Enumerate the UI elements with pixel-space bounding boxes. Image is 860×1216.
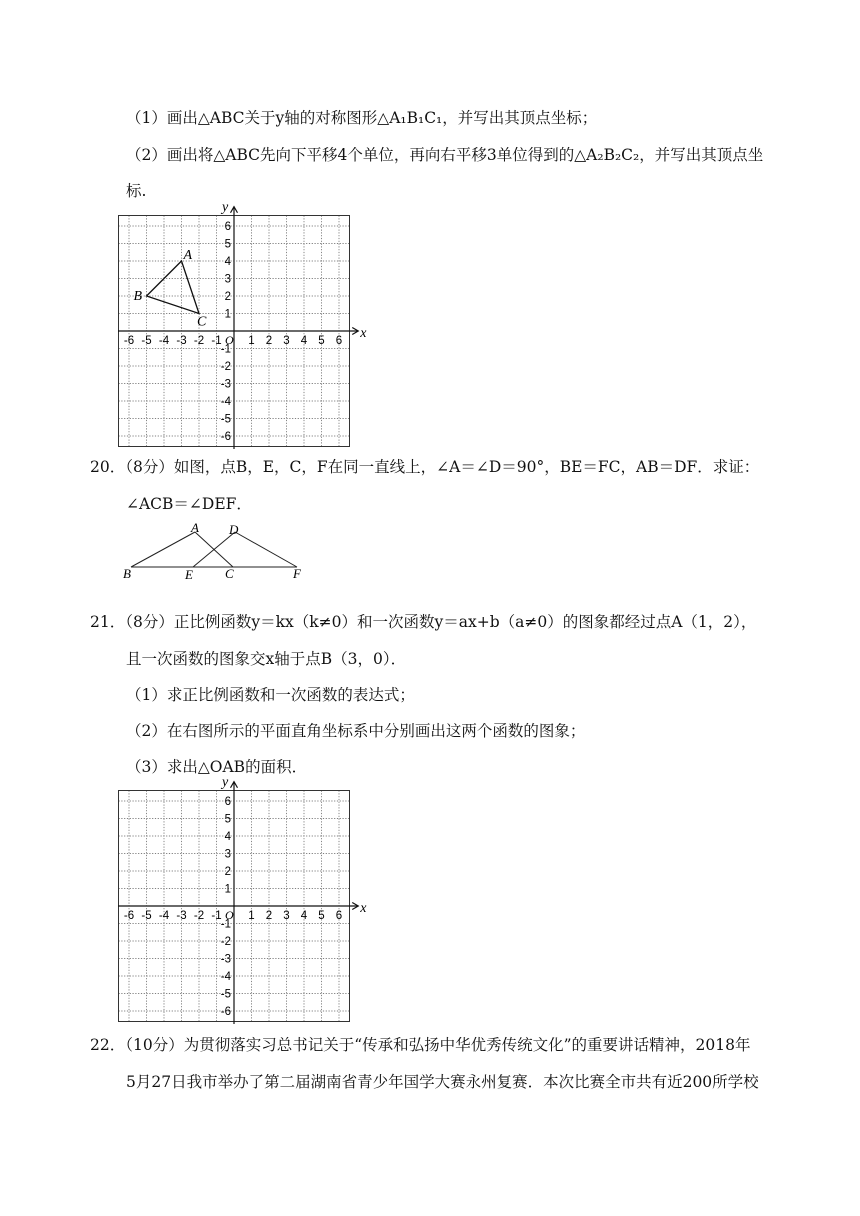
label-b: B xyxy=(123,566,131,580)
y-tick-label: 1 xyxy=(224,308,231,321)
y-tick-label: -5 xyxy=(220,988,231,1001)
x-tick-label: -5 xyxy=(141,335,152,347)
y-tick-label: 1 xyxy=(224,883,231,896)
label-c: C xyxy=(225,566,234,580)
y-tick-label: 3 xyxy=(224,273,231,286)
problem21-line1: 21．（8分）正比例函数y＝kx（k≠0）和一次函数y＝ax+b（a≠0）的图象都经过点A（1，2）， xyxy=(90,613,757,631)
x-tick-label: 3 xyxy=(283,910,290,922)
x-tick-label: 4 xyxy=(300,910,308,922)
x-tick-label: -1 xyxy=(211,910,222,922)
y-tick-label: 3 xyxy=(224,848,231,861)
problem21-part2: （2）在右图所示的平面直角坐标系中分别画出这两个函数的图象； xyxy=(126,722,586,740)
x-axis-label: x xyxy=(360,901,367,916)
y-tick-label: -5 xyxy=(220,413,231,426)
segment-ba xyxy=(131,532,195,567)
problem20-line1: 20．（8分）如图，点B，E，C，F在同一直线上，∠A＝∠D＝90°，BE＝FC，AB＝DF．求证： xyxy=(90,458,760,476)
y-tick-label: -4 xyxy=(220,396,231,408)
x-tick-label: 5 xyxy=(318,335,325,347)
problem19-part1: （1）画出△ABC关于y轴的对称图形△A₁B₁C₁，并写出其顶点坐标； xyxy=(126,109,598,127)
y-tick-label: -2 xyxy=(220,936,231,948)
x-tick-label: -4 xyxy=(158,335,170,347)
x-tick-label: -5 xyxy=(141,910,152,922)
x-tick-label: 1 xyxy=(248,910,255,922)
y-tick-label: 4 xyxy=(224,256,231,268)
y-tick-label: -3 xyxy=(220,953,231,966)
y-tick-label: 2 xyxy=(224,291,231,303)
x-tick-label: 1 xyxy=(248,335,255,347)
problem21-line2: 且一次函数的图象交x轴于点B（3，0）． xyxy=(126,650,407,668)
triangle-abc xyxy=(147,261,200,314)
x-axis-label: x xyxy=(360,326,367,341)
x-tick-label: 3 xyxy=(283,335,290,347)
y-tick-label: -4 xyxy=(220,971,231,983)
segment-df xyxy=(235,532,297,567)
coordinate-grid-2 xyxy=(118,778,368,1024)
label-d: D xyxy=(229,522,239,537)
x-tick-label: -6 xyxy=(123,910,135,922)
x-tick-label: 2 xyxy=(265,910,273,922)
x-tick-label: 5 xyxy=(318,910,325,922)
y-tick-label: 5 xyxy=(224,813,231,826)
x-tick-label: -2 xyxy=(193,910,205,922)
y-axis-label: y xyxy=(222,203,229,215)
x-tick-label: 4 xyxy=(300,335,308,347)
x-tick-label: -3 xyxy=(176,910,187,922)
x-tick-label: -3 xyxy=(176,335,187,347)
problem21-part1: （1）求正比例函数和一次函数的表达式； xyxy=(126,686,415,704)
x-tick-label: 6 xyxy=(335,335,343,347)
y-tick-label: 6 xyxy=(224,796,231,808)
x-tick-label: 6 xyxy=(335,910,343,922)
origin-label: O xyxy=(225,333,234,347)
triangles-figure xyxy=(115,520,315,580)
problem22-line2: 5月27日我市举办了第二届湖南省青少年国学大赛永州复赛．本次比赛全市共有近200所学校 xyxy=(126,1073,759,1091)
problem21-part3: （3）求出△OAB的面积． xyxy=(126,758,308,776)
label-f: F xyxy=(293,566,301,580)
y-tick-label: -1 xyxy=(220,343,231,356)
vertex-label-c: C xyxy=(197,314,207,330)
y-tick-label: -3 xyxy=(220,378,231,391)
y-tick-label: -6 xyxy=(220,431,231,443)
label-e: E xyxy=(185,567,193,580)
y-tick-label: -1 xyxy=(220,918,231,931)
x-tick-label: -1 xyxy=(211,335,222,347)
y-tick-label: 4 xyxy=(224,831,231,843)
x-tick-label: -2 xyxy=(193,335,205,347)
problem20-line2: ∠ACB＝∠DEF． xyxy=(126,495,252,513)
x-tick-label: 2 xyxy=(265,335,273,347)
y-tick-label: 2 xyxy=(224,866,231,878)
origin-label: O xyxy=(225,908,234,922)
problem19-part2-line1: （2）画出将△ABC先向下平移4个单位，再向右平移3单位得到的△A₂B₂C₂，并写出其顶点坐 xyxy=(126,146,764,164)
segment-ed xyxy=(193,532,235,567)
y-tick-label: 5 xyxy=(224,238,231,251)
vertex-label-b: B xyxy=(133,289,143,304)
vertex-label-a: A xyxy=(183,248,193,263)
y-tick-label: -2 xyxy=(220,361,231,373)
y-tick-label: -6 xyxy=(220,1006,231,1018)
x-tick-label: -4 xyxy=(158,910,170,922)
y-axis-label: y xyxy=(222,778,229,790)
problem22-line1: 22．（10分）为贯彻落实习总书记关于“传承和弘扬中华优秀传统文化”的重要讲话精神，2018年 xyxy=(90,1036,751,1054)
y-tick-label: 6 xyxy=(224,221,231,233)
x-tick-label: -6 xyxy=(123,335,135,347)
problem19-part2-line2: 标. xyxy=(126,182,147,200)
coordinate-grid-1 xyxy=(118,203,368,449)
label-a: A xyxy=(191,520,199,535)
